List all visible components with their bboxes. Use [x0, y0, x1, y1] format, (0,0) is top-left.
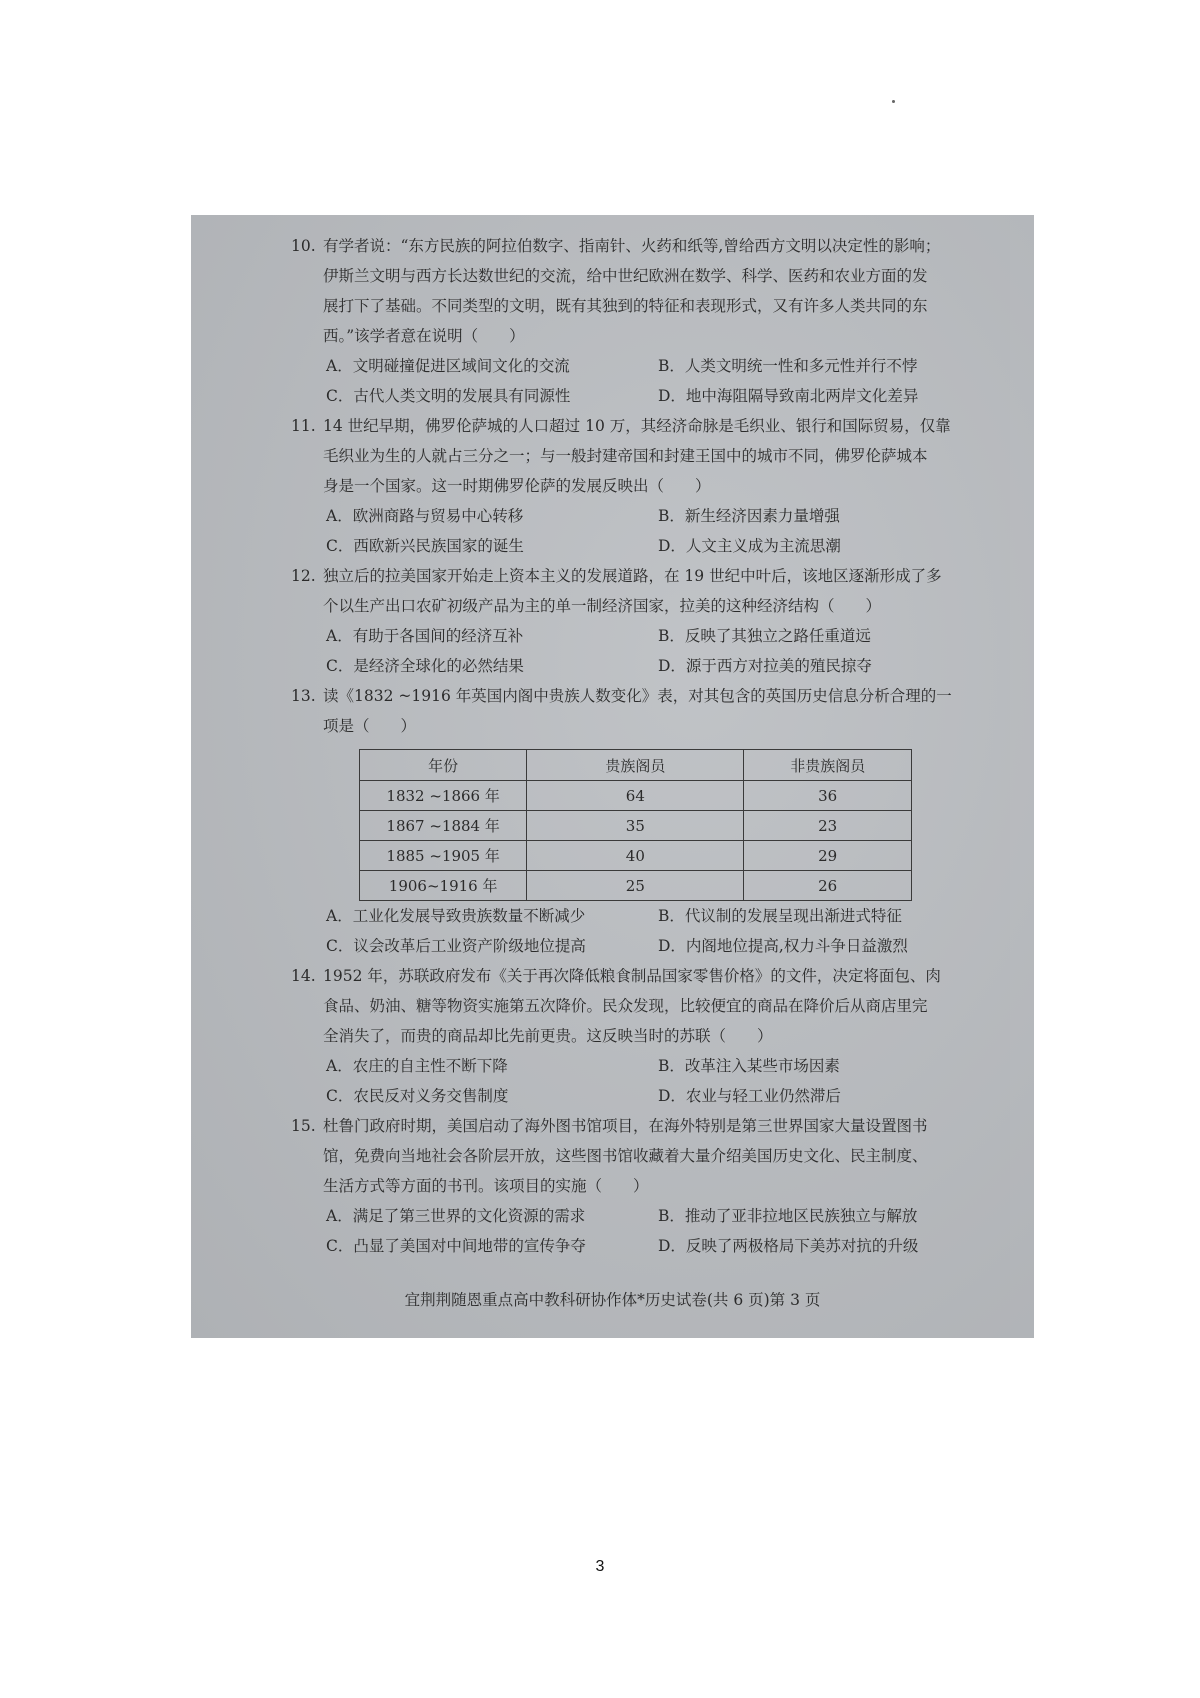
- table-cell: 1906~1916 年: [360, 871, 527, 901]
- q13-option-d: D．内阁地位提高,权力斗争日益激烈: [658, 937, 908, 955]
- q10-line-3: 展打下了基础。不同类型的文明，既有其独到的特征和表现形式，又有许多人类共同的东: [323, 297, 928, 315]
- cabinet-nobility-table: [359, 749, 912, 901]
- table-row: [360, 841, 912, 871]
- q12-line-1: [291, 565, 942, 587]
- q14-line-1: [291, 965, 941, 987]
- scan-speck: [892, 100, 895, 103]
- q13-stem-1: 读《1832 ~1916 年英国内阁中贵族人数变化》表，对其包含的英国历史信息分析合理的一: [323, 687, 952, 705]
- table-cell: 25: [527, 871, 744, 901]
- q15-line-3: 生活方式等方面的书刊。该项目的实施（ ）: [323, 1177, 649, 1195]
- q11-option-d: D．人文主义成为主流思潮: [658, 537, 841, 555]
- q14-option-c: C．农民反对义务交售制度: [326, 1087, 509, 1105]
- q11-line-2: 毛织业为生的人就占三分之一；与一般封建帝国和封建王国中的城市不同，佛罗伦萨城本: [323, 447, 928, 465]
- q10-option-b: B．人类文明统一性和多元性并行不悖: [658, 357, 918, 375]
- table-cell: 35: [527, 811, 744, 841]
- q11-line-1: [291, 415, 951, 437]
- q10-option-c: C．古代人类文明的发展具有同源性: [326, 387, 571, 405]
- q13-option-b: B．代议制的发展呈现出渐进式特征: [658, 907, 902, 925]
- q12-option-c: C．是经济全球化的必然结果: [326, 657, 524, 675]
- table-cell: 1832 ~1866 年: [360, 781, 527, 811]
- q10-number: 10.: [291, 237, 316, 255]
- q10-stem-1: 有学者说：“东方民族的阿拉伯数字、指南针、火药和纸等,曾给西方文明以决定性的影响；: [323, 237, 941, 255]
- q11-option-b: B．新生经济因素力量增强: [658, 507, 840, 525]
- q10-line-1: [291, 235, 940, 257]
- table-cell: 36: [744, 781, 912, 811]
- q14-line-3: 全消失了，而贵的商品却比先前更贵。这反映当时的苏联（ ）: [323, 1027, 773, 1045]
- q13-line-2: 项是（ ）: [323, 717, 417, 735]
- table-header-cell: 年份: [360, 750, 527, 781]
- q12-option-d: D．源于西方对拉美的殖民掠夺: [658, 657, 872, 675]
- table-cell: 40: [527, 841, 744, 871]
- q15-stem-1: 杜鲁门政府时期，美国启动了海外图书馆项目，在海外特别是第三世界国家大量设置图书: [323, 1117, 928, 1135]
- table-header-cell: 非贵族阁员: [744, 750, 912, 781]
- q15-number: 15.: [291, 1117, 316, 1135]
- table-cell: 64: [527, 781, 744, 811]
- table-row: [360, 781, 912, 811]
- exam-footer: 宜荆荆随恩重点高中教科研协作体*历史试卷(共 6 页)第 3 页: [404, 1291, 821, 1309]
- q14-line-2: 食品、奶油、糖等物资实施第五次降价。民众发现，比较便宜的商品在降价后从商店里完: [323, 997, 928, 1015]
- q15-option-c: C．凸显了美国对中间地带的宣传争夺: [326, 1237, 586, 1255]
- q14-stem-1: 1952 年，苏联政府发布《关于再次降低粮食制品国家零售价格》的文件，决定将面包、肉: [323, 967, 941, 985]
- q10-line-2: 伊斯兰文明与西方长达数世纪的交流，给中世纪欧洲在数学、科学、医药和农业方面的发: [323, 267, 928, 285]
- table-header-row: [360, 750, 912, 781]
- q11-line-3: 身是一个国家。这一时期佛罗伦萨的发展反映出（ ）: [323, 477, 711, 495]
- q14-option-b: B．改革注入某些市场因素: [658, 1057, 840, 1075]
- q13-option-a: A．工业化发展导致贵族数量不断减少: [326, 907, 586, 925]
- q13-number: 13.: [291, 687, 316, 705]
- q15-line-1: [291, 1115, 928, 1137]
- q15-line-2: 馆，免费向当地社会各阶层开放，这些图书馆收藏着大量介绍美国历史文化、民主制度、: [323, 1147, 928, 1165]
- table-header-cell: 贵族阁员: [527, 750, 744, 781]
- scanned-exam-page: [191, 215, 1034, 1338]
- q10-option-d: D．地中海阻隔导致南北两岸文化差异: [658, 387, 919, 405]
- table-cell: 1867 ~1884 年: [360, 811, 527, 841]
- q14-number: 14.: [291, 967, 316, 985]
- q15-option-a: A．满足了第三世界的文化资源的需求: [326, 1207, 586, 1225]
- q10-option-a: A．文明碰撞促进区域间文化的交流: [326, 357, 570, 375]
- q15-option-b: B．推动了亚非拉地区民族独立与解放: [658, 1207, 918, 1225]
- q12-option-a: A．有助于各国间的经济互补: [326, 627, 524, 645]
- q12-number: 12.: [291, 567, 316, 585]
- q11-stem-1: 14 世纪早期，佛罗伦萨城的人口超过 10 万，其经济命脉是毛织业、银行和国际贸易，仅靠: [323, 417, 951, 435]
- table-cell: 1885 ~1905 年: [360, 841, 527, 871]
- q12-option-b: B．反映了其独立之路任重道远: [658, 627, 871, 645]
- table-row: [360, 811, 912, 841]
- q14-option-a: A．农庄的自主性不断下降: [326, 1057, 508, 1075]
- q12-stem-1: 独立后的拉美国家开始走上资本主义的发展道路，在 19 世纪中叶后，该地区逐渐形成了多: [323, 567, 942, 585]
- q11-number: 11.: [291, 417, 316, 435]
- q13-line-1: [291, 685, 952, 707]
- q10-line-4: 西。”该学者意在说明（ ）: [323, 327, 525, 345]
- table-cell: 29: [744, 841, 912, 871]
- q11-option-a: A．欧洲商路与贸易中心转移: [326, 507, 524, 525]
- q12-line-2: 个以生产出口农矿初级产品为主的单一制经济国家，拉美的这种经济结构（ ）: [323, 597, 882, 615]
- table-cell: 23: [744, 811, 912, 841]
- table-cell: 26: [744, 871, 912, 901]
- q13-option-c: C．议会改革后工业资产阶级地位提高: [326, 937, 586, 955]
- table-row: [360, 871, 912, 901]
- q14-option-d: D．农业与轻工业仍然滞后: [658, 1087, 841, 1105]
- page-number: 3: [595, 1558, 605, 1575]
- q15-option-d: D．反映了两极格局下美苏对抗的升级: [658, 1237, 919, 1255]
- q11-option-c: C．西欧新兴民族国家的诞生: [326, 537, 524, 555]
